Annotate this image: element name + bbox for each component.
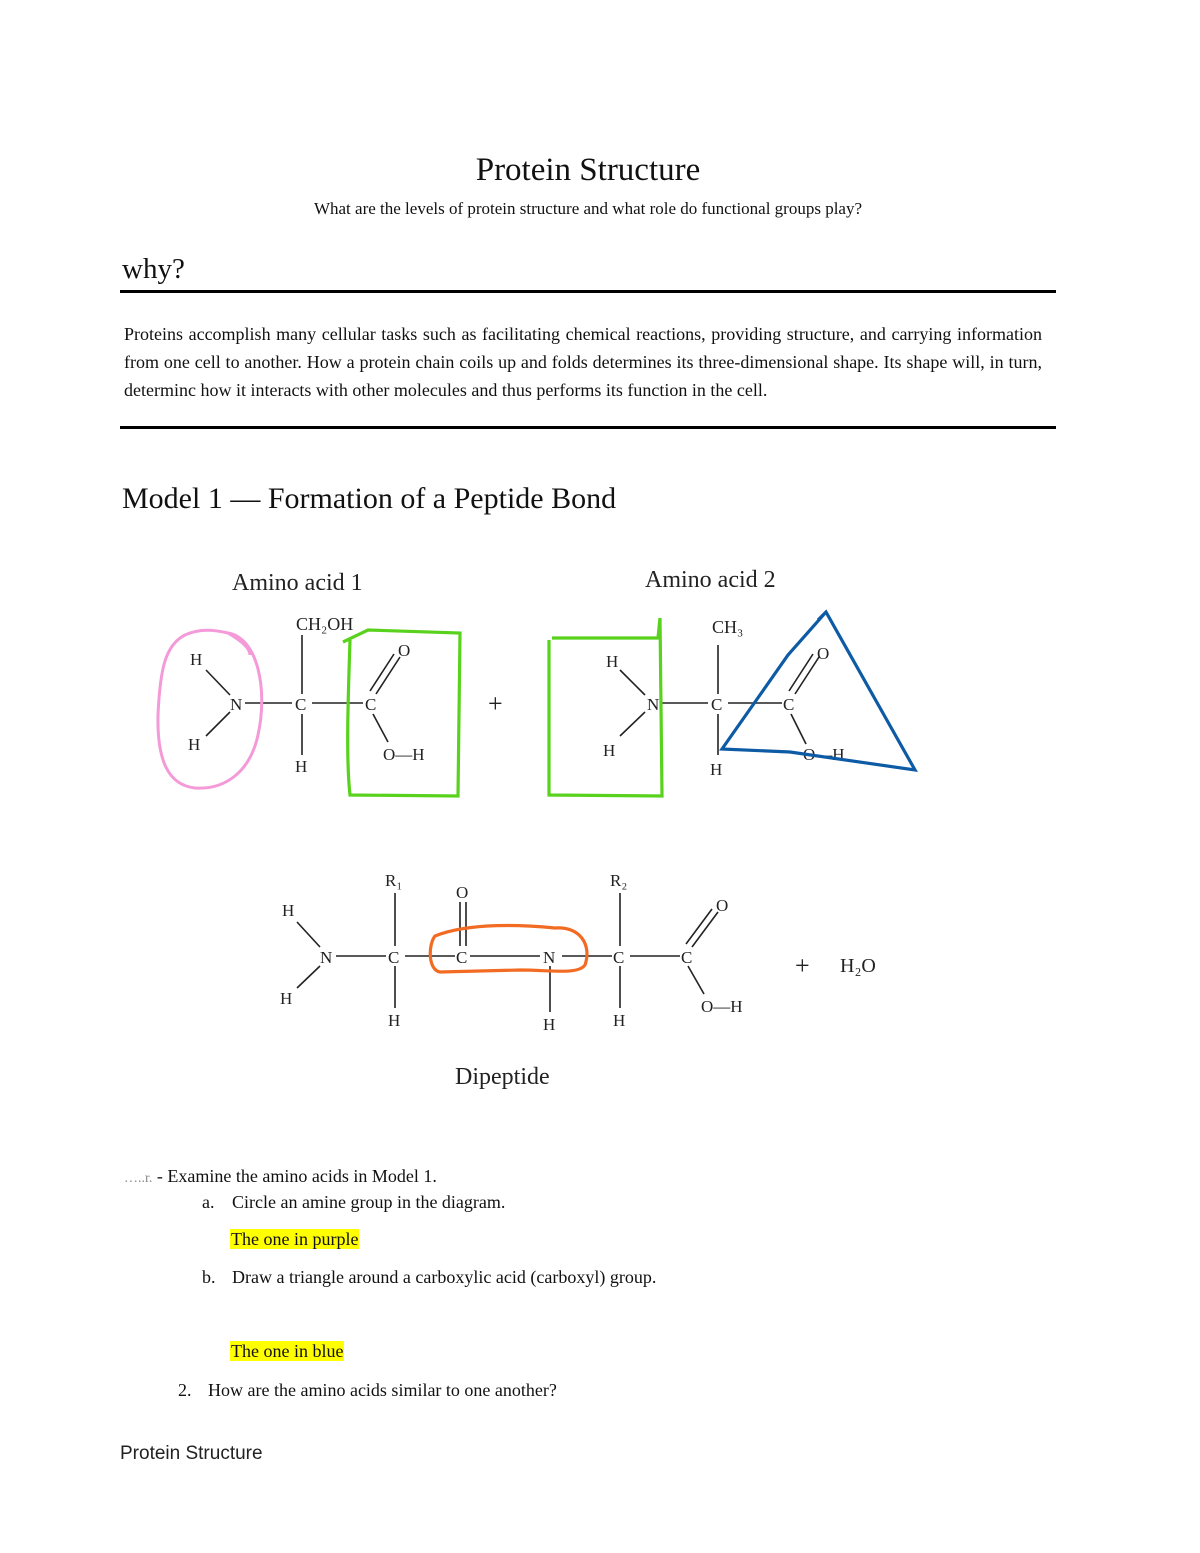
atom-c: C [388,948,400,967]
atom-n: N [230,695,243,714]
atom-h: H [613,1011,626,1030]
atom-h: H [280,989,293,1008]
plus-sign: + [488,689,503,718]
question-1a-text: Circle an amine group in the diagram. [232,1192,506,1212]
atom-h: H [606,652,619,671]
side-chain-1: CH₂OH [296,614,354,634]
question-1b-marker: b. [202,1267,216,1287]
side-chain-2: CH₃ [712,617,744,637]
answer-1a: The one in purple [231,1229,359,1249]
peptide-bond-annotation [430,925,587,972]
bond-line [206,670,230,695]
peptide-bond-diagram [0,540,1200,1120]
atom-o: O [716,896,729,915]
atom-h: H [190,650,203,669]
atom-c: C [456,948,468,967]
top-divider [120,290,1056,293]
question-2-marker: 2. [178,1380,192,1400]
dipeptide-label: Dipeptide [455,1064,550,1090]
page-subtitle: What are the levels of protein structure and what role do functional groups play? [313,199,863,218]
bond-line [206,712,230,736]
bond-line [791,714,806,744]
bond-line [297,922,320,947]
question-1a-marker: a. [202,1192,215,1212]
amino-acid-1-label: Amino acid 1 [232,570,363,596]
question-1-prefix: …..r. [124,1171,153,1186]
atom-h: H [388,1011,401,1030]
model-heading: Model 1 — Formation of a Peptide Bond [122,482,617,515]
bond-line [688,966,704,994]
page-footer: Protein Structure [120,1443,263,1464]
bond-line [373,714,388,742]
atom-n: N [543,948,556,967]
amino-acid-2-label: Amino acid 2 [645,567,776,593]
why-paragraph: Proteins accomplish many cellular tasks such as facilitating chemical reactions, providing structure, and carrying information from one cell to another. How a protein chain coils up and folds determines its three-dimensional shape. Its shape will, in turn, determinc how it interacts with other molecules and thus performs its function in the cell. [124,324,1042,400]
atom-o: O [817,644,830,663]
bond-line [620,670,645,695]
bond-line [297,966,320,988]
atom-oh: O—H [383,745,425,764]
r1-label: R₁ [385,871,403,890]
atom-h: H [188,735,201,754]
atom-c: C [365,695,377,714]
amine-box-annotation [549,618,662,796]
atom-h: H [710,760,723,779]
answer-1b: The one in blue [231,1341,344,1361]
water-label: H₂O [840,955,876,977]
r2-label: R₂ [610,871,628,890]
question-1b-text: Draw a triangle around a carboxylic acid (carboxyl) group. [232,1267,657,1287]
bond-line [620,712,645,736]
atom-o: O [456,883,469,902]
atom-c: C [295,695,307,714]
atom-oh: O—H [803,745,845,764]
bottom-divider [120,426,1056,429]
plus-sign: + [795,951,810,980]
page-title: Protein Structure [475,152,701,188]
atom-n: N [647,695,660,714]
atom-h: H [603,741,616,760]
atom-oh: O—H [701,997,743,1016]
atom-h: H [543,1015,556,1034]
why-heading: why? [122,253,185,285]
atom-c: C [613,948,625,967]
atom-c: C [711,695,723,714]
atom-h: H [282,901,295,920]
question-2-text: How are the amino acids similar to one another? [208,1380,557,1400]
atom-o: O [398,641,411,660]
atom-n: N [320,948,333,967]
atom-c: C [681,948,693,967]
question-1 [124,1166,437,1187]
question-1-text: - Examine the amino acids in Model 1. [152,1166,437,1186]
atom-h: H [295,757,308,776]
atom-c: C [783,695,795,714]
amine-circle-annotation [158,630,262,788]
